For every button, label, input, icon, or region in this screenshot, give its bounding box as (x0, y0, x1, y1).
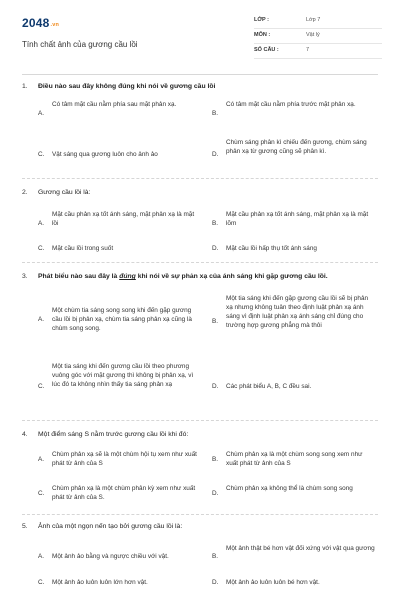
option-text: Chùm phản xạ không thể là chùm song song (226, 485, 353, 492)
option-text: Một ảnh thật bé hơn vật đối xứng với vật qua gương (226, 545, 375, 552)
option-text: Chùm phản xạ là một chùm phân kỳ xem như xuất phát từ ảnh của S. (52, 485, 196, 501)
option-label: D. (212, 383, 219, 390)
meta-key: LỚP : (254, 17, 269, 23)
option-label: C. (38, 490, 45, 497)
option-text: Một ảnh ảo luôn luôn bé hơn vật. (226, 579, 320, 586)
option-label: D. (212, 151, 219, 158)
meta-row-class (254, 14, 382, 29)
option-label: D. (212, 490, 219, 497)
question-number: 4. (22, 431, 28, 438)
site-logo[interactable] (22, 16, 59, 30)
option-text: Một tia sáng khi đến gặp gương cầu lồi sẽ bị phản xạ nhưng không tuân theo định luật phản xạ ánh sáng vì định luật phản xạ ánh sáng chỉ đúng cho trường hợp gương phẳng mà thôi (226, 295, 369, 329)
option-text: Một ảnh ảo luôn luôn lớn hơn vật. (52, 579, 148, 586)
option-label: C. (38, 245, 45, 252)
option-label: C. (38, 383, 45, 390)
option-label: A. (38, 220, 45, 227)
option-text: Một chùm tia sáng song song khi đến gặp gương cầu lồi bị phản xạ, chùm tia sáng phản xạ cũng là chùm song song. (52, 307, 192, 332)
question-number: 5. (22, 523, 28, 530)
page-title: Tính chất ảnh của gương cầu lồi (22, 40, 138, 49)
meta-value: Lớp 7 (306, 17, 321, 23)
question-number: 3. (22, 273, 28, 280)
option-text: Mặt cầu phản xạ tốt ánh sáng, mặt phản xạ là mặt lõm (226, 211, 369, 227)
meta-row-subject (254, 29, 382, 44)
meta-row-count (254, 44, 382, 59)
option-text: Có tâm mặt cầu nằm phía sau mặt phản xạ. (52, 101, 177, 108)
option-text: Mặt cầu phản xạ tốt ánh sáng, mặt phản xạ là mặt lồi (52, 211, 195, 227)
meta-key: SỐ CÂU : (254, 47, 279, 53)
question-divider (22, 420, 378, 421)
option-label: C. (38, 151, 45, 158)
question-number: 2. (22, 189, 28, 196)
option-label: B. (212, 110, 219, 117)
option-label: A. (38, 316, 45, 323)
question-divider (22, 178, 378, 179)
option-label: B. (212, 553, 219, 560)
question-text: Một điểm sáng S nằm trước gương cầu lồi khi đó: (38, 431, 189, 438)
question-text: Gương cầu lồi là: (38, 189, 91, 196)
option-text: Một tia sáng khi đến gương cầu lồi theo phương vuông góc với mặt gương thì không bị phản xạ, vì lúc đó ta không nhìn thấy tia sáng phản xạ (52, 363, 194, 388)
option-text: Chùm phản xạ là một chùm song song xem như xuất phát từ ảnh của S (226, 451, 363, 467)
option-label: B. (212, 318, 219, 325)
option-label: A. (38, 110, 45, 117)
meta-value: 7 (306, 47, 310, 53)
page-header (22, 10, 382, 60)
question-text-part: Phát biểu nào sau đây là (38, 273, 120, 280)
option-text: Vật sáng qua gương luôn cho ảnh ảo (52, 151, 158, 158)
option-text: Có tâm mặt cầu nằm phía trước mặt phản xạ. (226, 101, 356, 108)
option-text: Một ảnh ảo bằng và ngược chiều với vật. (52, 553, 169, 560)
option-label: D. (212, 245, 219, 252)
question-text (38, 272, 374, 281)
question-number: 1. (22, 83, 28, 90)
option-text: Mặt cầu lồi trong suốt (52, 245, 114, 252)
meta-info (254, 14, 382, 59)
option-label: A. (38, 553, 45, 560)
logo-text: 2048 (22, 16, 50, 30)
option-text: Chùm sáng phân kì chiếu đến gương, chùm sáng phản xạ từ gương cũng sẽ phân kì. (226, 139, 367, 155)
question-text-emphasis: đúng (119, 273, 136, 280)
question-text-part: khi nói về sự phản xạ của ánh sáng khi gặp gương cầu lồi. (135, 273, 328, 280)
question-text: Điều nào sau đây không đúng khi nói về gương cầu lồi (38, 83, 216, 90)
option-label: A. (38, 456, 45, 463)
meta-key: MÔN : (254, 32, 271, 38)
question-divider (22, 262, 378, 263)
option-text: Mặt cầu lồi hấp thụ tốt ánh sáng (226, 245, 317, 252)
option-text: Các phát biểu A, B, C đều sai. (226, 383, 312, 390)
option-label: D. (212, 579, 219, 586)
question-text: Ảnh của một ngọn nến tạo bởi gương cầu lồi là: (38, 523, 183, 530)
question-divider (22, 514, 378, 515)
option-text: Chùm phản xạ sẽ là một chùm hội tụ xem như xuất phát từ ảnh của S (52, 451, 197, 467)
header-divider (22, 74, 378, 75)
option-label: B. (212, 220, 219, 227)
option-label: B. (212, 456, 219, 463)
option-label: C. (38, 579, 45, 586)
meta-value: Vật lý (306, 32, 320, 38)
logo-domain: .vn (50, 22, 60, 28)
